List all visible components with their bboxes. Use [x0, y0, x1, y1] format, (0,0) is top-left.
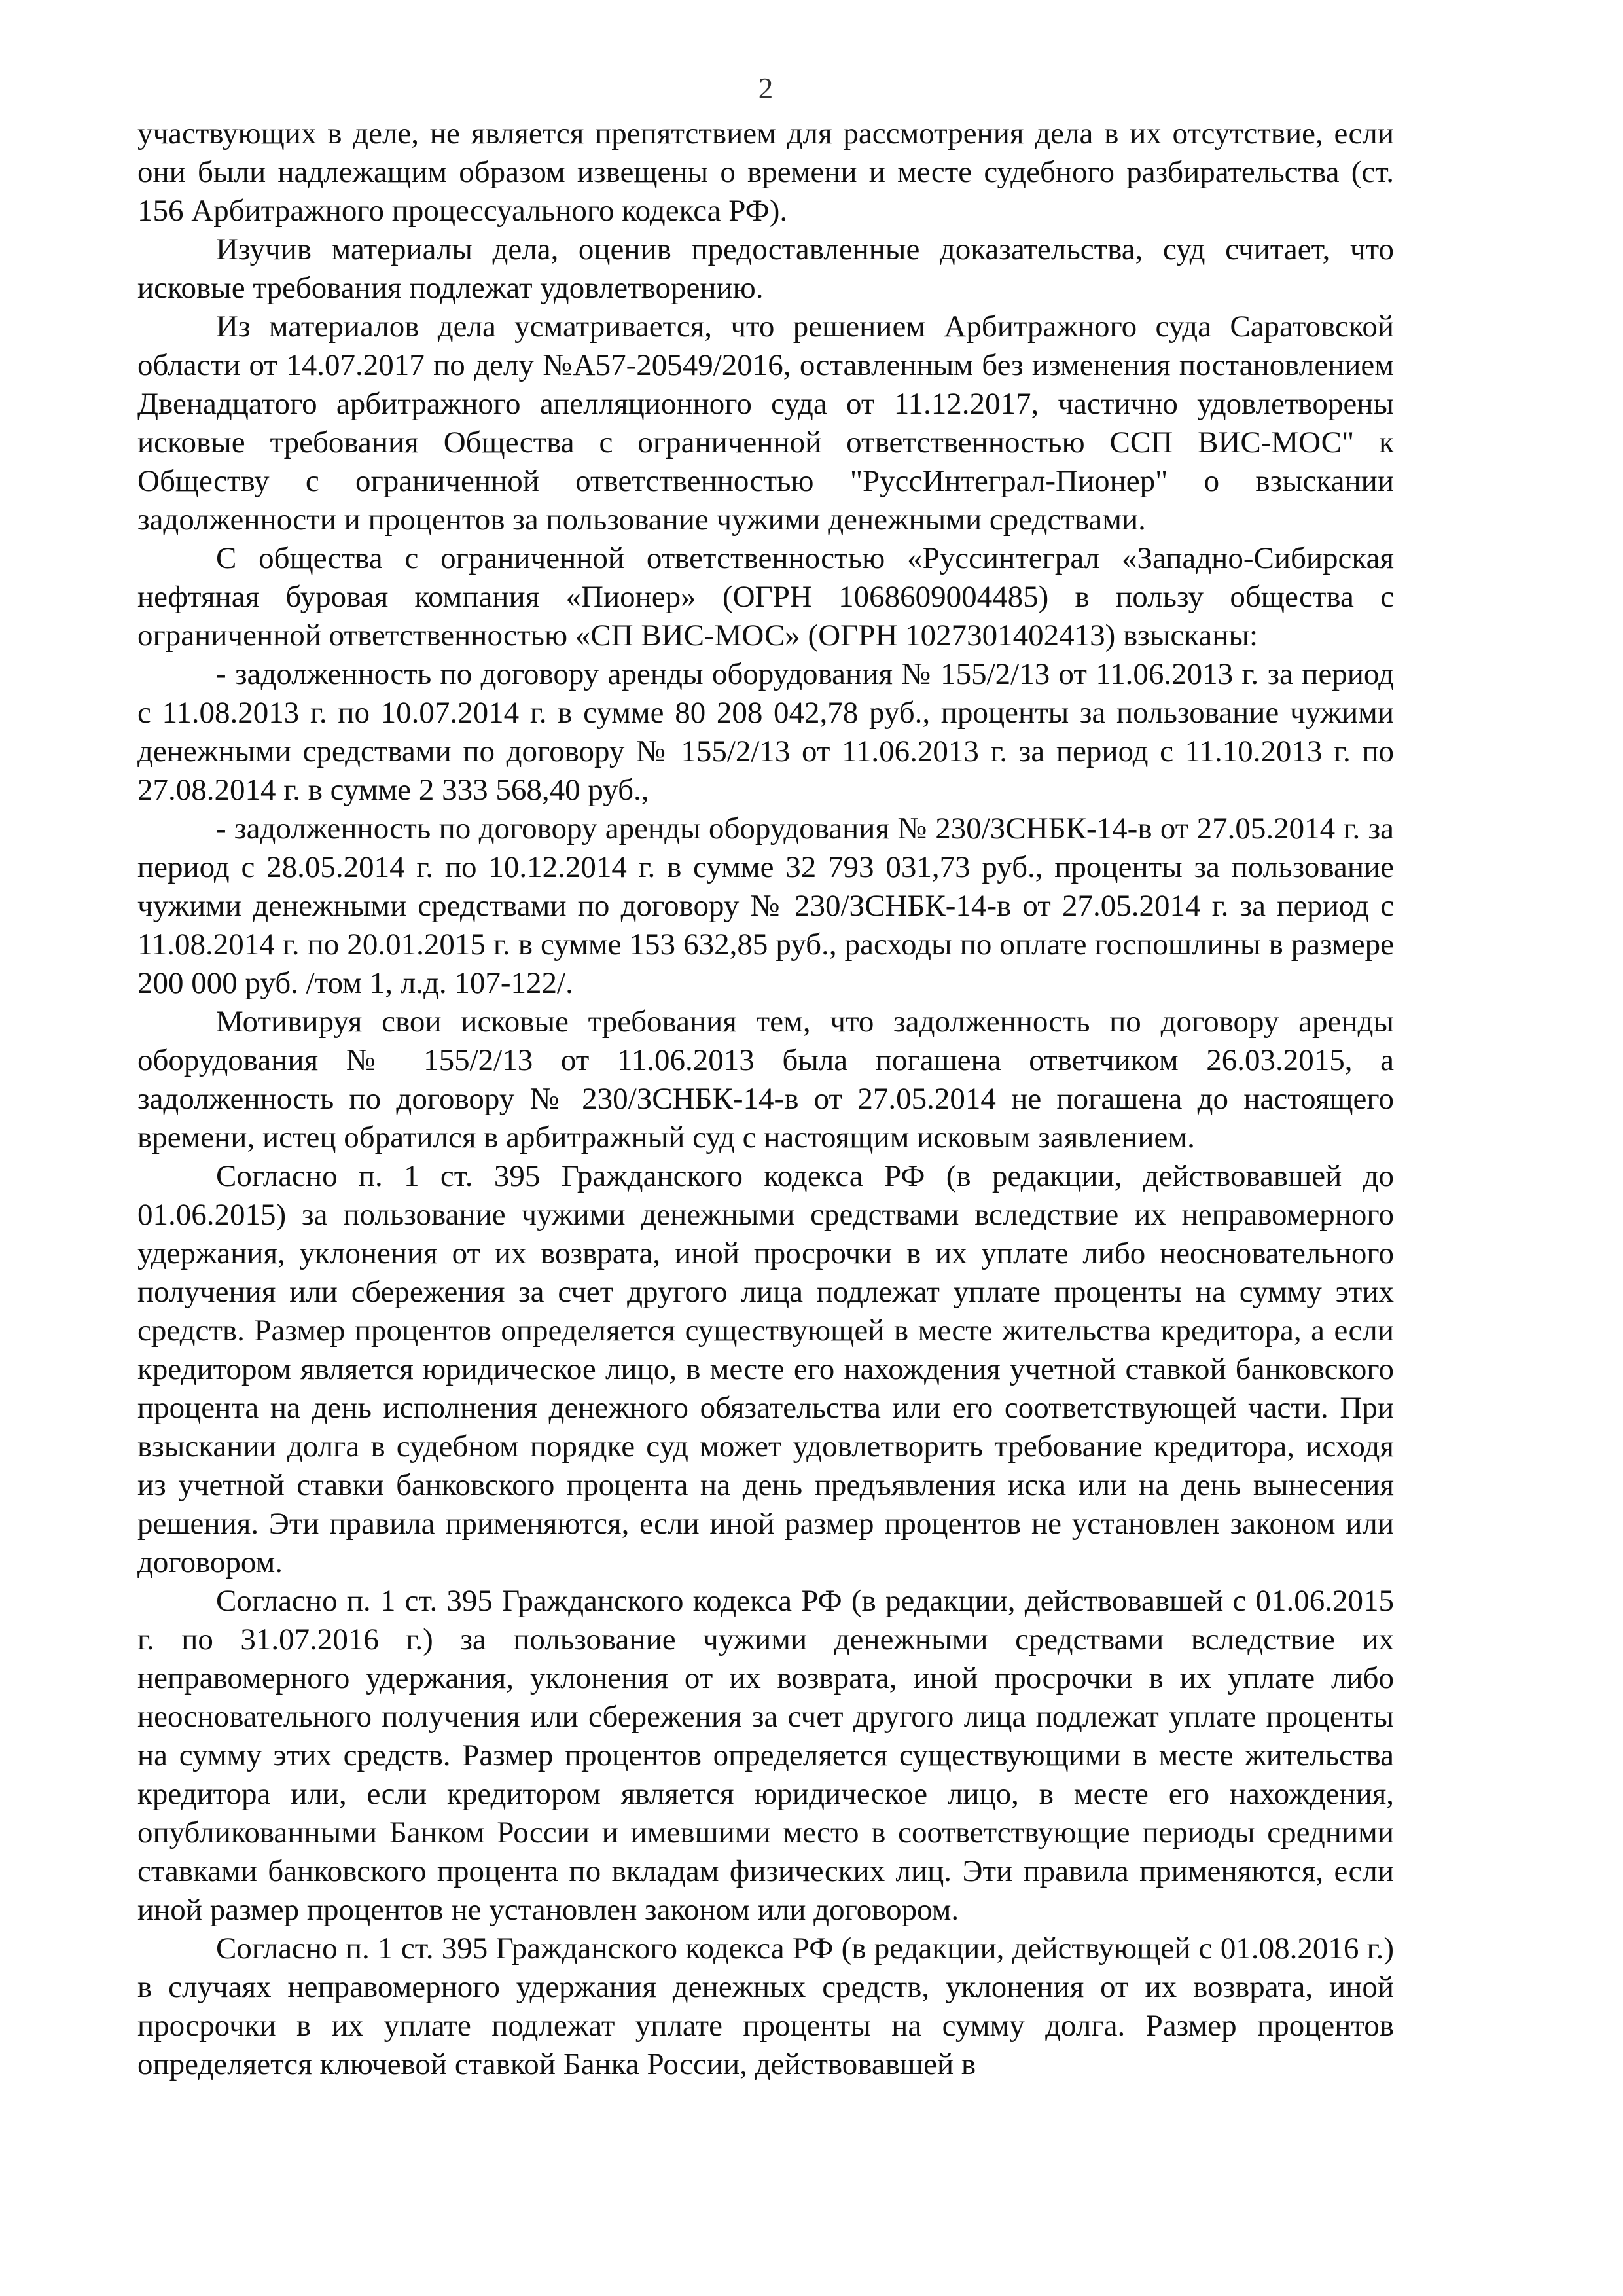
- paragraph-article-395-before-2015: Согласно п. 1 ст. 395 Гражданского кодекса РФ (в редакции, действовавшей до 01.06.2015) за пользование чужими денежными средствами вследствие их неправомерного удержания, уклонения от их возврата, иной просрочки в их уплате либо неосновательного получения или сбережения за счет другого лица подлежат уплате проценты на сумму этих средств. Размер процентов определяется существующей в месте жительства кредитора, а если кредитором является юридическое лицо, в месте его нахождения учетной ставкой банковского процента на день исполнения денежного обязательства или его соответствующей части. При взыскании долга в судебном порядке суд может удовлетворить требование кредитора, исходя из учетной ставки банковского процента на день предъявления иска или на день вынесения решения. Эти правила применяются, если иной размер процентов не установлен законом или договором.: [137, 1159, 1394, 1579]
- paragraph-recovered-from: С общества с ограниченной ответственностью «Руссинтеграл «Западно-Сибирская нефтяная буровая компания «Пионер» (ОГРН 1068609004485) в пользу общества с ограниченной ответственностью «СП ВИС-МОС» (ОГРН 1027301402413) взысканы:: [137, 541, 1394, 653]
- paragraph-article-395-from-2016: Согласно п. 1 ст. 395 Гражданского кодекса РФ (в редакции, действующей с 01.08.2016 г.) в случаях неправомерного удержания денежных средств, уклонения от их возврата, иной просрочки в их уплате подлежат уплате проценты на сумму долга. Размер процентов определяется ключевой ставкой Банка России, действовавшей в: [137, 1931, 1394, 2081]
- paragraph-continuation: участвующих в деле, не является препятствием для рассмотрения дела в их отсутствие, если они были надлежащим образом извещены о времени и месте судебного разбирательства (ст. 156 Арбитражного процессуального кодекса РФ).: [137, 117, 1394, 228]
- paragraph-article-395-2015-2016: Согласно п. 1 ст. 395 Гражданского кодекса РФ (в редакции, действовавшей с 01.06.2015 г. по 31.07.2016 г.) за пользование чужими денежными средствами вследствие их неправомерного удержания, уклонения от их возврата, иной просрочки в их уплате либо неосновательного получения или сбережения за счет другого лица подлежат уплате проценты на сумму этих средств. Размер процентов определяется существующими в месте жительства кредитора или, если кредитором является юридическое лицо, в месте его нахождения, опубликованными Банком России и имевшими место в соответствующие периоды средними ставками банковского процента по вкладам физических лиц. Эти правила применяются, если иной размер процентов не установлен законом или договором.: [137, 1584, 1394, 1927]
- page-number: 2: [758, 72, 774, 105]
- paragraph-court-assessment: Изучив материалы дела, оценив предоставленные доказательства, суд считает, что исковые требования подлежат удовлетворению.: [137, 232, 1394, 305]
- paragraph-claim-motivation: Мотивируя свои исковые требования тем, что задолженность по договору аренды оборудования № 155/2/13 от 11.06.2013 была погашена ответчиком 26.03.2015, а задолженность по договору № 230/ЗСНБК-14-в от 27.05.2014 не погашена до настоящего времени, истец обратился в арбитражный суд с настоящим исковым заявлением.: [137, 1005, 1394, 1155]
- paragraph-debt-contract-230: - задолженность по договору аренды оборудования № 230/ЗСНБК-14-в от 27.05.2014 г. за период с 28.05.2014 г. по 10.12.2014 г. в сумме 32 793 031,73 руб., проценты за пользование чужими денежными средствами по договору № 230/ЗСНБК-14-в от 27.05.2014 г. за период с 11.08.2014 г. по 20.01.2015 г. в сумме 153 632,85 руб., расходы по оплате госпошлины в размере 200 000 руб. /том 1, л.д. 107-122/.: [137, 812, 1394, 1000]
- paragraph-case-materials: Из материалов дела усматривается, что решением Арбитражного суда Саратовской области от 14.07.2017 по делу №А57-20549/2016, оставленным без изменения постановлением Двенадцатого арбитражного апелляционного суда от 11.12.2017, частично удовлетворены исковые требования Общества с ограниченной ответственностью ССП ВИС-МОС" к Обществу с ограниченной ответственностью "РуссИнтеграл-Пионер" о взыскании задолженности и процентов за пользование чужими денежными средствами.: [137, 310, 1394, 537]
- document-page: [137, 62, 1394, 2084]
- paragraph-debt-contract-155: - задолженность по договору аренды оборудования № 155/2/13 от 11.06.2013 г. за период с 11.08.2013 г. по 10.07.2014 г. в сумме 80 208 042,78 руб., проценты за пользование чужими денежными средствами по договору № 155/2/13 от 11.06.2013 г. за период с 11.10.2013 г. по 27.08.2014 г. в сумме 2 333 568,40 руб.,: [137, 657, 1394, 807]
